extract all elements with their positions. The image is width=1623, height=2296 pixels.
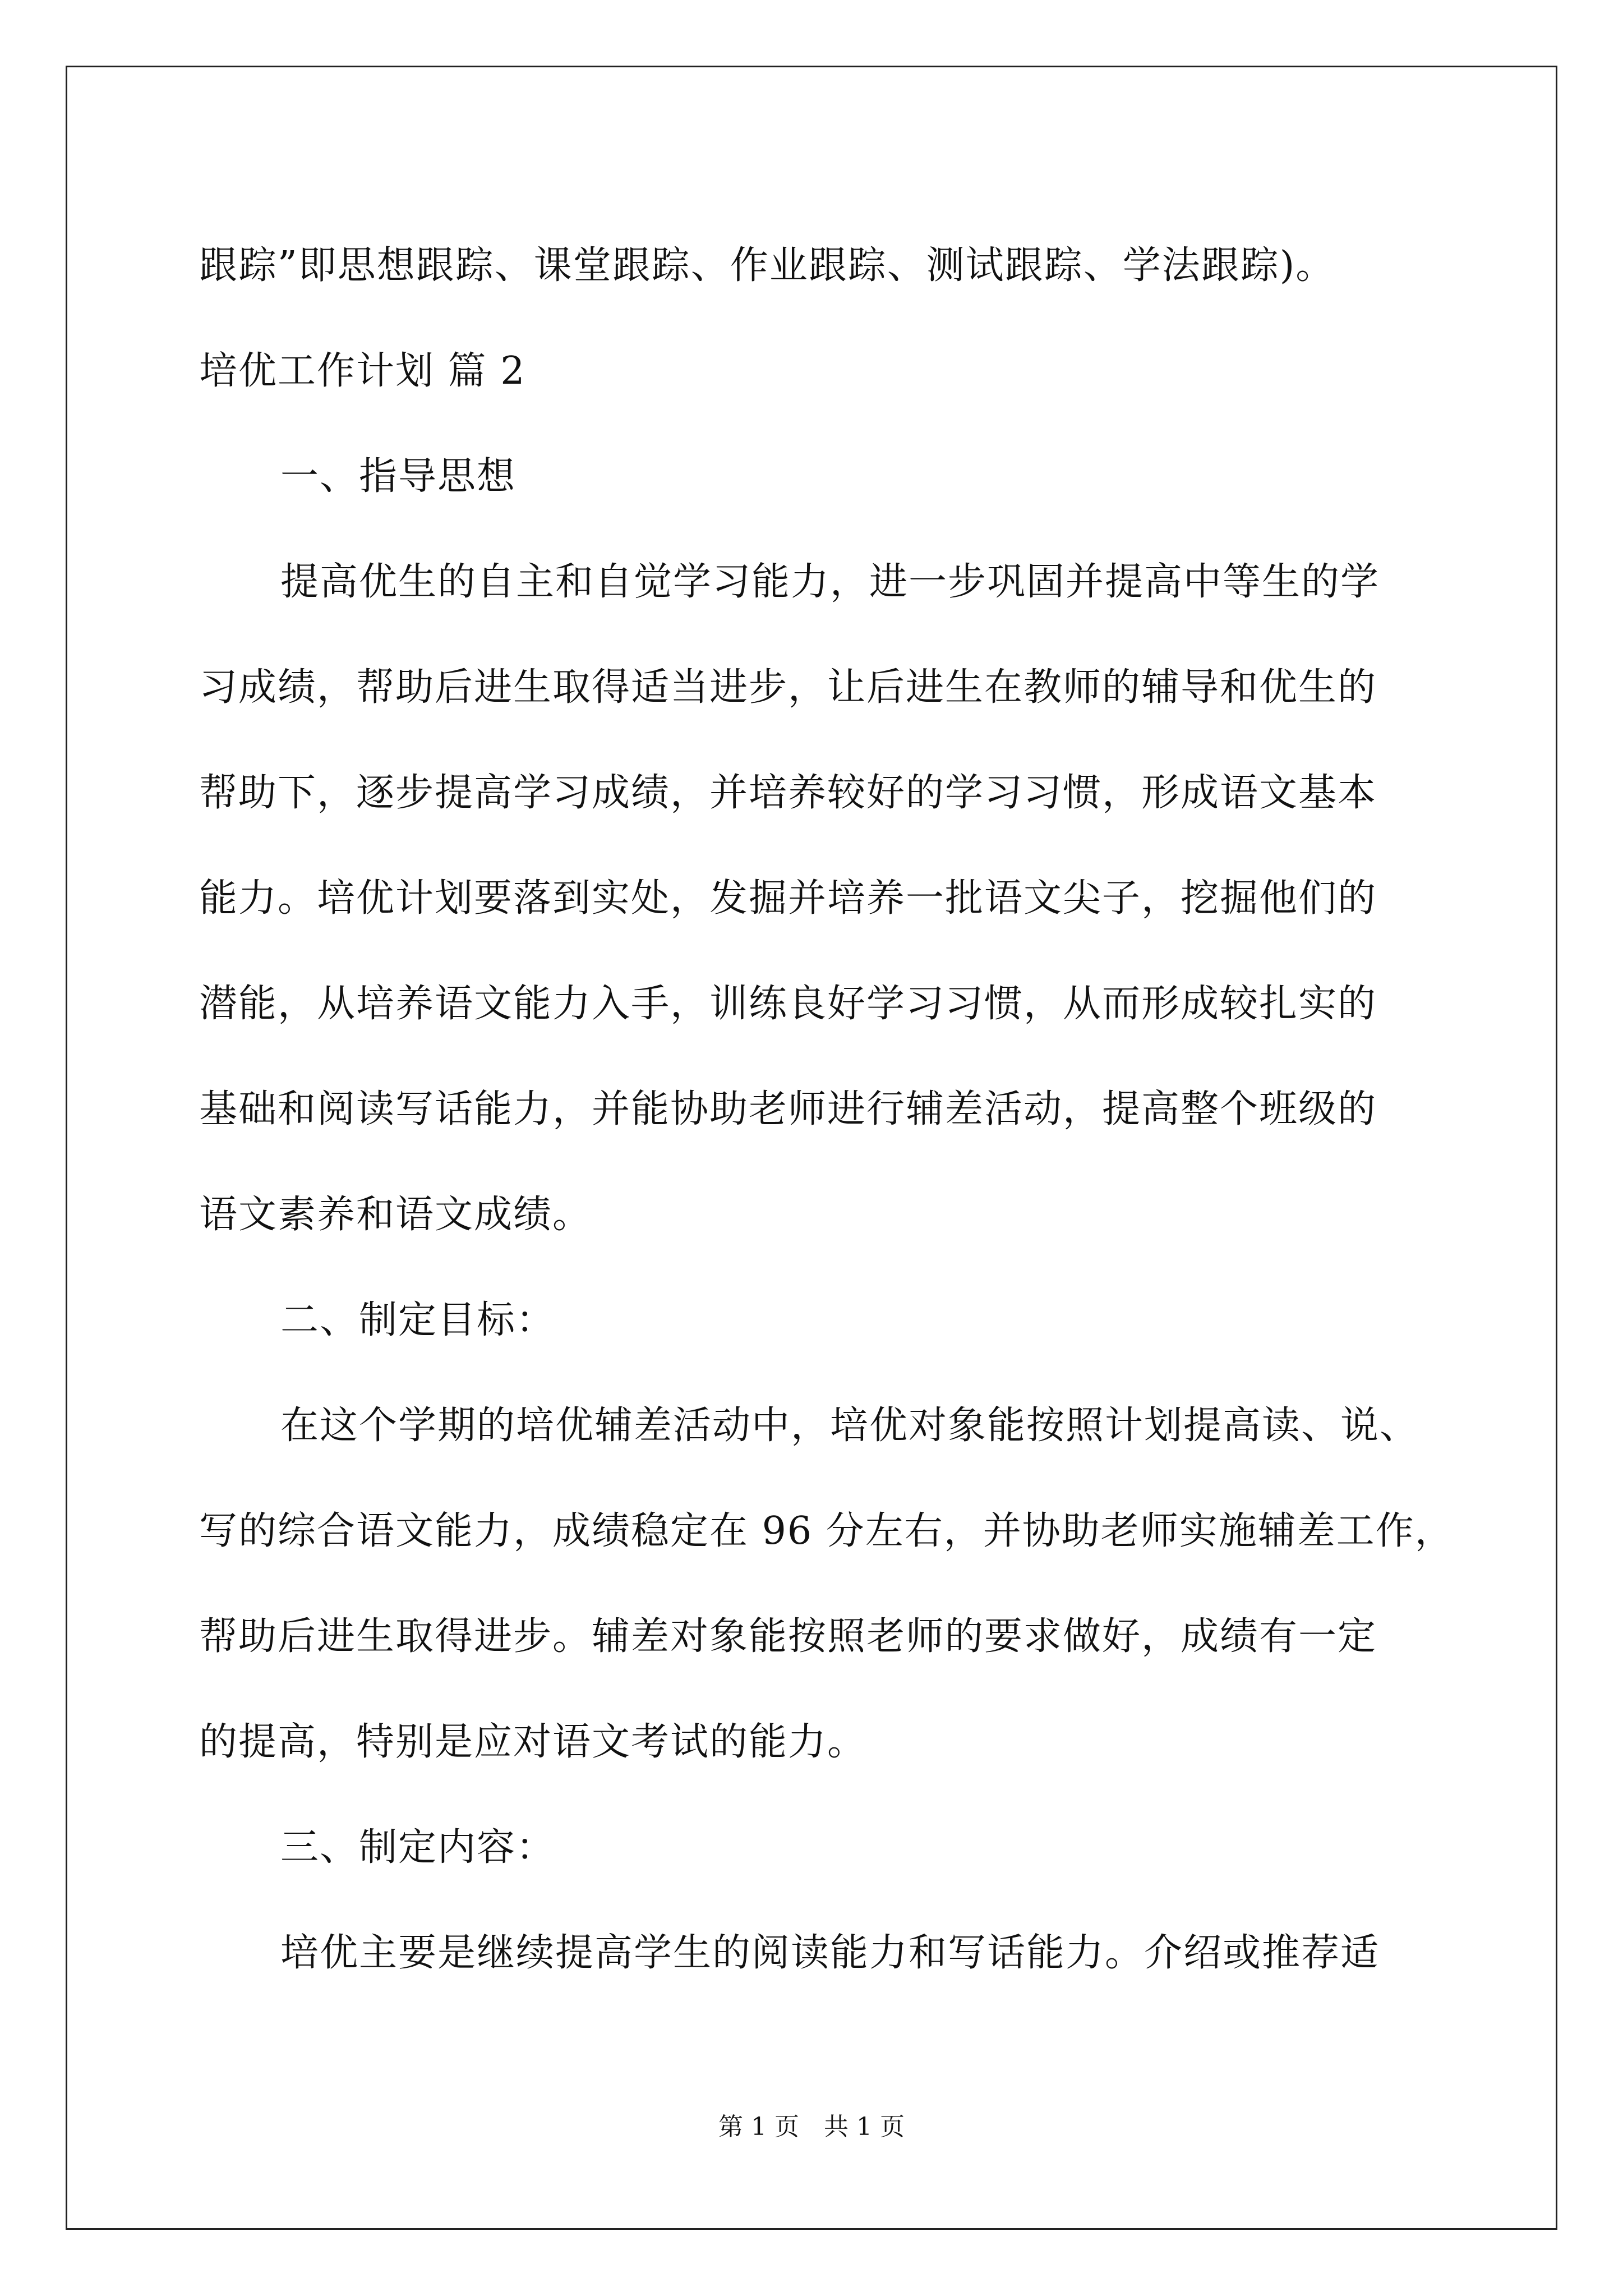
heading-guiding-ideology: 一、指导思想: [280, 454, 517, 499]
heading-set-content: 三、制定内容：: [280, 1825, 556, 1870]
document-body: [199, 213, 1454, 2006]
paragraph-line: 习成绩，帮助后进生取得适当进步，让后进生在教师的辅导和优生的: [199, 665, 1377, 710]
paragraph-line: 潜能，从培养语文能力入手，训练良好学习习惯，从而形成较扎实的: [199, 982, 1377, 1026]
text-line-1: 跟踪”即思想跟踪、课堂跟踪、作业跟踪、测试跟踪、学法跟踪)。: [199, 243, 1335, 288]
paragraph-line: 语文素养和语文成绩。: [199, 1193, 592, 1237]
paragraph-line: 帮助下，逐步提高学习成绩，并培养较好的学习习惯，形成语文基本: [199, 771, 1377, 815]
paragraph-line: 在这个学期的培优辅差活动中，培优对象能按照计划提高读、说、: [280, 1404, 1419, 1448]
paragraph-line: 的提高，特别是应对语文考试的能力。: [199, 1720, 867, 1764]
paragraph-line: 能力。培优计划要落到实处，发掘并培养一批语文尖子，挖掘他们的: [199, 876, 1377, 921]
paragraph-line: 提高优生的自主和自觉学习能力，进一步巩固并提高中等生的学: [280, 560, 1380, 604]
heading-set-goals: 二、制定目标：: [280, 1298, 556, 1342]
paragraph-line: 培优主要是继续提高学生的阅读能力和写话能力。介绍或推荐适: [280, 1931, 1380, 1975]
paragraph-line: 基础和阅读写话能力，并能协助老师进行辅差活动，提高整个班级的: [199, 1087, 1377, 1131]
paragraph-line: 写的综合语文能力，成绩稳定在 96 分左右，并协助老师实施辅差工作，: [199, 1509, 1454, 1553]
page-footer: 第 1 页 共 1 页: [718, 2113, 905, 2141]
paragraph-line: 帮助后进生取得进步。辅差对象能按照老师的要求做好，成绩有一定: [199, 1614, 1377, 1659]
section-title: 培优工作计划 篇 2: [199, 349, 526, 393]
